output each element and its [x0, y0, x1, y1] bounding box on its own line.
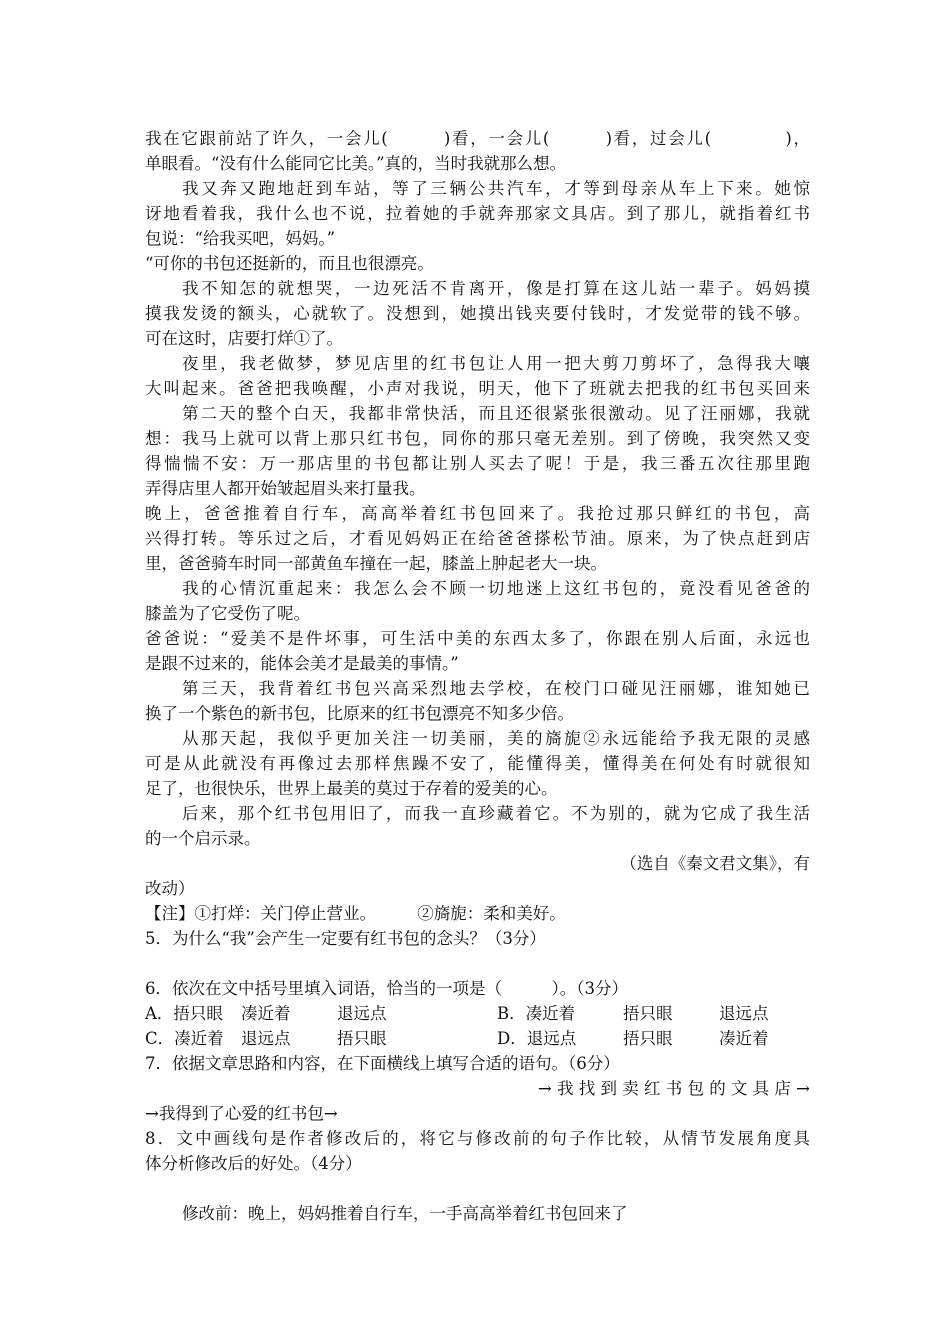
- option-a: A．捂只眼: [145, 1004, 223, 1023]
- question-7: 7．依据文章思路和内容，在下面横线上填写合适的语句。（6分）: [145, 1054, 620, 1073]
- text-line: 大叫起来。爸爸把我唤醒，小声对我说，明天，他下了班就去把我的红书包买回来: [145, 379, 810, 398]
- text-line: 摸我发烫的额头，心就软了。没想到，她摸出钱夹要付钱时，才发觉带的钱不够。: [145, 304, 810, 323]
- text-line: 讶地看着我，我什么也不说，拉着她的手就奔那家文具店。到了那儿，就指着红书: [145, 204, 810, 223]
- text-line: 弄得店里人都开始皱起眉头来打量我。: [145, 479, 426, 498]
- text-line: 膝盖为了它受伤了呢。: [145, 604, 310, 623]
- flow-line-2: →我得到了心爱的红书包→: [145, 1104, 338, 1123]
- option-a-word-3: 退远点: [337, 1004, 387, 1023]
- option-d-word-3: 凑近着: [719, 1029, 769, 1048]
- option-b-word-3: 退远点: [719, 1004, 769, 1023]
- text-line: 晚上，爸爸推着自行车，高高举着红书包回来了。我抢过那只鲜红的书包，高: [145, 504, 810, 523]
- options-row-cd: [145, 1026, 810, 1051]
- text-line: 单眼看。“没有什么能同它比美。”真的，当时我就那么想。: [145, 154, 567, 173]
- text-line: 爸爸说：“爱美不是件坏事，可生活中美的东西太多了，你跟在别人后面，永远也: [145, 629, 810, 648]
- question-8-end: 体分析修改后的好处。（4分）: [145, 1154, 362, 1173]
- flow-line-1: → 我 找 到 卖 红 书 包 的 文 具 店 →: [537, 1079, 810, 1098]
- text-line: 我又奔又跑地赶到车站，等了三辆公共汽车，才等到母亲从车上下来。她惊: [182, 179, 810, 198]
- option-c-word-3: 捂只眼: [337, 1029, 387, 1048]
- source-citation: （选自《秦文君文集》，有: [620, 854, 810, 873]
- text-line: 的一个启示录。: [145, 829, 261, 848]
- text-line: 第二天的整个白天，我都非常快活，而且还很紧张很激动。见了汪丽娜，我就: [182, 404, 810, 423]
- text-line: 从那天起，我似乎更加关注一切美丽，美的旖旎②永远能给予我无限的灵感: [182, 729, 810, 748]
- option-d-word-2: 捂只眼: [623, 1029, 673, 1048]
- text-line: 想：我马上就可以背上那只红书包，同你的那只毫无差别。到了傍晚，我突然又变: [145, 429, 810, 448]
- text-line: 是跟不过来的，能体会美才是最美的事情。”: [145, 654, 459, 673]
- question-8: 8．文中画线句是作者修改后的，将它与修改前的句子作比较，从情节发展角度具: [145, 1129, 810, 1148]
- text-line: 后来，那个红书包用旧了，而我一直珍藏着它。不为别的，就为它成了我生活: [182, 804, 810, 823]
- source-citation-end: 改动）: [145, 879, 195, 898]
- text-line: 得惴惴不安：万一那店里的书包都让别人买去了呢！于是，我三番五次往那里跑: [145, 454, 810, 473]
- text-line: “可你的书包还挺新的，而且也很漂亮。: [145, 254, 434, 273]
- text-line: 包说：“给我买吧，妈妈。”: [145, 229, 336, 248]
- text-line: 我在它跟前站了许久，一会儿( )看，一会儿( )看，过会儿( )，: [145, 129, 810, 148]
- option-b-word-2: 捂只眼: [623, 1004, 673, 1023]
- text-line: 足了，也很快乐，世界上最美的莫过于存着的爱美的心。: [145, 779, 558, 798]
- options-row-ab: [145, 1001, 810, 1026]
- option-d: D．退远点: [497, 1029, 577, 1048]
- original-sentence: 修改前：晚上，妈妈推着自行车，一手高高举着红书包回来了: [182, 1204, 628, 1223]
- text-line: 夜里，我老做梦，梦见店里的红书包让人用一把大剪刀剪坏了，急得我大嚷: [182, 354, 810, 373]
- text-line: 第三天，我背着红书包兴高采烈地去学校，在校门口碰见汪丽娜，谁知她已: [182, 679, 810, 698]
- text-line: 我不知怎的就想哭，一边死活不肯离开，像是打算在这儿站一辈子。妈妈摸: [182, 279, 810, 298]
- option-c: C．凑近着: [145, 1029, 224, 1048]
- question-5: 5．为什么“我”会产生一定要有红书包的念头？（3分）: [145, 929, 546, 948]
- option-a-word-2: 凑近着: [241, 1004, 291, 1023]
- text-line: 我的心情沉重起来：我怎么会不顾一切地迷上这红书包的，竟没看见爸爸的: [182, 579, 810, 598]
- text-line: 可在这时，店要打烊①了。: [145, 329, 343, 348]
- footnote: 【注】①打烊：关门停止营业。 ②旖旎：柔和美好。: [145, 904, 566, 923]
- question-6: 6．依次在文中括号里填入词语，恰当的一项是（ ）。（3分）: [145, 979, 628, 998]
- text-line: 换了一个紫色的新书包，比原来的红书包漂亮不知多少倍。: [145, 704, 574, 723]
- text-line: 兴得打转。等乐过之后，才看见妈妈正在给爸爸搽松节油。原来，为了快点赶到店: [145, 529, 810, 548]
- option-b: B．凑近着: [497, 1004, 576, 1023]
- text-line: 可是从此就没有再像过去那样焦躁不安了，能懂得美，懂得美在何处有时就很知: [145, 754, 810, 773]
- option-c-word-2: 退远点: [241, 1029, 291, 1048]
- text-line: 里，爸爸骑车时同一部黄鱼车撞在一起，膝盖上肿起老大一块。: [145, 554, 607, 573]
